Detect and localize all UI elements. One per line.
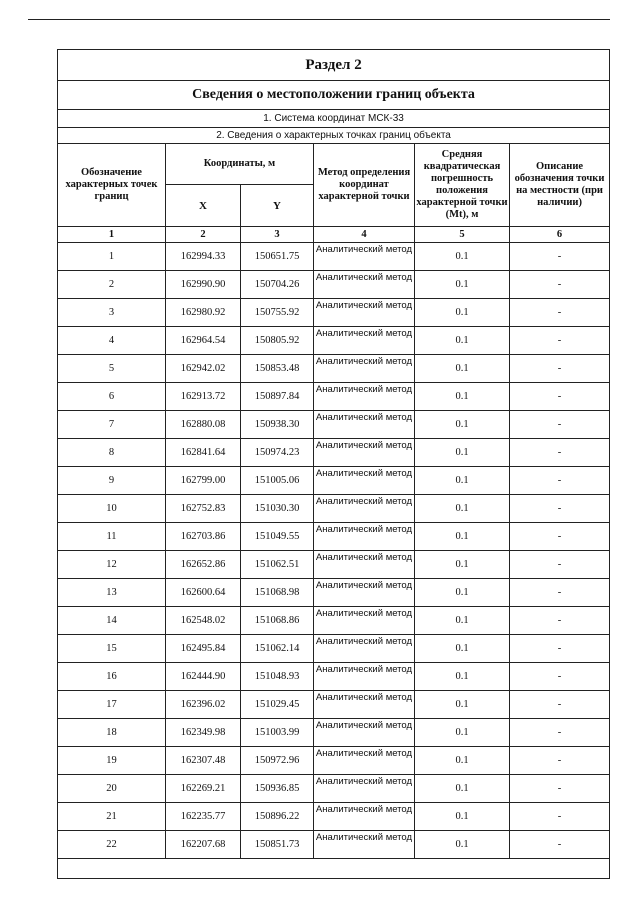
section-subtitle: Сведения о местоположении границ объекта [58,81,610,110]
coord-y: 150897.84 [241,383,314,411]
method: Аналитический метод [314,691,415,719]
method: Аналитический метод [314,635,415,663]
accuracy-mt: 0.1 [415,747,510,775]
point-number: 2 [58,271,166,299]
points-title-row [58,128,610,144]
coord-x: 162495.84 [166,635,241,663]
point-number: 12 [58,551,166,579]
table-row [58,467,610,495]
accuracy-mt: 0.1 [415,775,510,803]
header-accuracy: Средняя квадратическая погрешность положения характерной точки (Mt), м [415,144,510,227]
coord-x: 162269.21 [166,775,241,803]
method: Аналитический метод [314,271,415,299]
coord-x: 162703.86 [166,523,241,551]
method: Аналитический метод [314,355,415,383]
coord-y: 151005.06 [241,467,314,495]
point-number: 1 [58,243,166,271]
point-number: 18 [58,719,166,747]
table-row [58,663,610,691]
description: - [510,383,610,411]
description: - [510,579,610,607]
table-row [58,719,610,747]
description: - [510,663,610,691]
accuracy-mt: 0.1 [415,579,510,607]
table-row [58,635,610,663]
coord-y: 151030.30 [241,495,314,523]
point-number: 9 [58,467,166,495]
description: - [510,243,610,271]
accuracy-mt: 0.1 [415,551,510,579]
accuracy-mt: 0.1 [415,691,510,719]
point-number: 14 [58,607,166,635]
coord-x: 162207.68 [166,831,241,859]
table-row [58,495,610,523]
method: Аналитический метод [314,411,415,439]
coord-y: 150974.23 [241,439,314,467]
column-number-row [58,227,610,243]
column-number: 5 [415,227,510,243]
coord-x: 162444.90 [166,663,241,691]
coord-x: 162752.83 [166,495,241,523]
method: Аналитический метод [314,719,415,747]
coord-y: 150755.92 [241,299,314,327]
table-row [58,803,610,831]
table-row [58,327,610,355]
method: Аналитический метод [314,467,415,495]
method: Аналитический метод [314,747,415,775]
point-number: 13 [58,579,166,607]
point-number: 15 [58,635,166,663]
coord-x: 162980.92 [166,299,241,327]
column-number: 1 [58,227,166,243]
coord-y: 151048.93 [241,663,314,691]
accuracy-mt: 0.1 [415,355,510,383]
description: - [510,495,610,523]
coord-x: 162994.33 [166,243,241,271]
point-number: 4 [58,327,166,355]
section-subtitle-row [58,81,610,110]
coord-x: 162548.02 [166,607,241,635]
coord-x: 162841.64 [166,439,241,467]
coord-y: 150851.73 [241,831,314,859]
accuracy-mt: 0.1 [415,523,510,551]
description: - [510,607,610,635]
coord-y: 150704.26 [241,271,314,299]
header-method: Метод определения координат характерной точки [314,144,415,227]
table-row [58,243,610,271]
point-number: 17 [58,691,166,719]
coord-y: 150896.22 [241,803,314,831]
point-number: 8 [58,439,166,467]
accuracy-mt: 0.1 [415,411,510,439]
column-number: 4 [314,227,415,243]
method: Аналитический метод [314,775,415,803]
coord-y: 150938.30 [241,411,314,439]
description: - [510,775,610,803]
method: Аналитический метод [314,663,415,691]
method: Аналитический метод [314,831,415,859]
coord-x: 162990.90 [166,271,241,299]
accuracy-mt: 0.1 [415,831,510,859]
accuracy-mt: 0.1 [415,299,510,327]
accuracy-mt: 0.1 [415,803,510,831]
table-row [58,551,610,579]
table-row [58,523,610,551]
description: - [510,635,610,663]
description: - [510,551,610,579]
point-number: 22 [58,831,166,859]
table-body [58,50,610,879]
table-row [58,355,610,383]
method: Аналитический метод [314,327,415,355]
empty-cell [58,859,610,879]
accuracy-mt: 0.1 [415,327,510,355]
table-row [58,775,610,803]
point-number: 7 [58,411,166,439]
accuracy-mt: 0.1 [415,383,510,411]
table-row [58,411,610,439]
coord-y: 150972.96 [241,747,314,775]
table-row [58,747,610,775]
method: Аналитический метод [314,803,415,831]
empty-row [58,859,610,879]
section-title-row [58,50,610,81]
point-number: 5 [58,355,166,383]
column-number: 6 [510,227,610,243]
coord-system-row [58,110,610,128]
description: - [510,299,610,327]
table-row [58,439,610,467]
coord-system-text: 1. Система координат МСК-33 [58,110,610,128]
point-number: 3 [58,299,166,327]
coord-y: 150651.75 [241,243,314,271]
accuracy-mt: 0.1 [415,271,510,299]
header-row-1 [58,144,610,185]
description: - [510,747,610,775]
accuracy-mt: 0.1 [415,635,510,663]
method: Аналитический метод [314,243,415,271]
point-number: 16 [58,663,166,691]
description: - [510,327,610,355]
coord-x: 162600.64 [166,579,241,607]
point-number: 11 [58,523,166,551]
accuracy-mt: 0.1 [415,243,510,271]
point-number: 21 [58,803,166,831]
points-title-text: 2. Сведения о характерных точках границ объекта [58,128,610,144]
header-y: Y [241,185,314,227]
point-number: 10 [58,495,166,523]
method: Аналитический метод [314,607,415,635]
point-number: 6 [58,383,166,411]
coord-x: 162913.72 [166,383,241,411]
method: Аналитический метод [314,523,415,551]
point-number: 19 [58,747,166,775]
coord-x: 162396.02 [166,691,241,719]
table-row [58,383,610,411]
table-row [58,579,610,607]
header-coords: Координаты, м [166,144,314,185]
method: Аналитический метод [314,299,415,327]
table-row [58,607,610,635]
accuracy-mt: 0.1 [415,719,510,747]
description: - [510,411,610,439]
table-row [58,271,610,299]
description: - [510,719,610,747]
method: Аналитический метод [314,495,415,523]
description: - [510,523,610,551]
coord-x: 162307.48 [166,747,241,775]
coord-x: 162799.00 [166,467,241,495]
description: - [510,831,610,859]
header-x: X [166,185,241,227]
method: Аналитический метод [314,383,415,411]
header-description: Описание обозначения точки на местности (при наличии) [510,144,610,227]
accuracy-mt: 0.1 [415,663,510,691]
coord-x: 162235.77 [166,803,241,831]
column-number: 2 [166,227,241,243]
top-rule [28,19,610,20]
description: - [510,271,610,299]
description: - [510,691,610,719]
method: Аналитический метод [314,551,415,579]
point-number: 20 [58,775,166,803]
description: - [510,355,610,383]
section-title: Раздел 2 [58,50,610,81]
boundary-points-table [57,49,610,879]
coord-y: 151062.51 [241,551,314,579]
coord-x: 162964.54 [166,327,241,355]
coord-y: 150853.48 [241,355,314,383]
coord-y: 151029.45 [241,691,314,719]
coord-y: 151049.55 [241,523,314,551]
header-point-label: Обозначение характерных точек границ [58,144,166,227]
coord-x: 162880.08 [166,411,241,439]
description: - [510,803,610,831]
coord-y: 151068.98 [241,579,314,607]
method: Аналитический метод [314,439,415,467]
coord-y: 151068.86 [241,607,314,635]
accuracy-mt: 0.1 [415,495,510,523]
table-row [58,299,610,327]
description: - [510,439,610,467]
coord-y: 151003.99 [241,719,314,747]
table-row [58,831,610,859]
table-row [58,691,610,719]
coord-y: 150805.92 [241,327,314,355]
coord-x: 162652.86 [166,551,241,579]
coord-x: 162942.02 [166,355,241,383]
coord-x: 162349.98 [166,719,241,747]
description: - [510,467,610,495]
accuracy-mt: 0.1 [415,439,510,467]
accuracy-mt: 0.1 [415,467,510,495]
coord-y: 151062.14 [241,635,314,663]
accuracy-mt: 0.1 [415,607,510,635]
coord-y: 150936.85 [241,775,314,803]
column-number: 3 [241,227,314,243]
method: Аналитический метод [314,579,415,607]
